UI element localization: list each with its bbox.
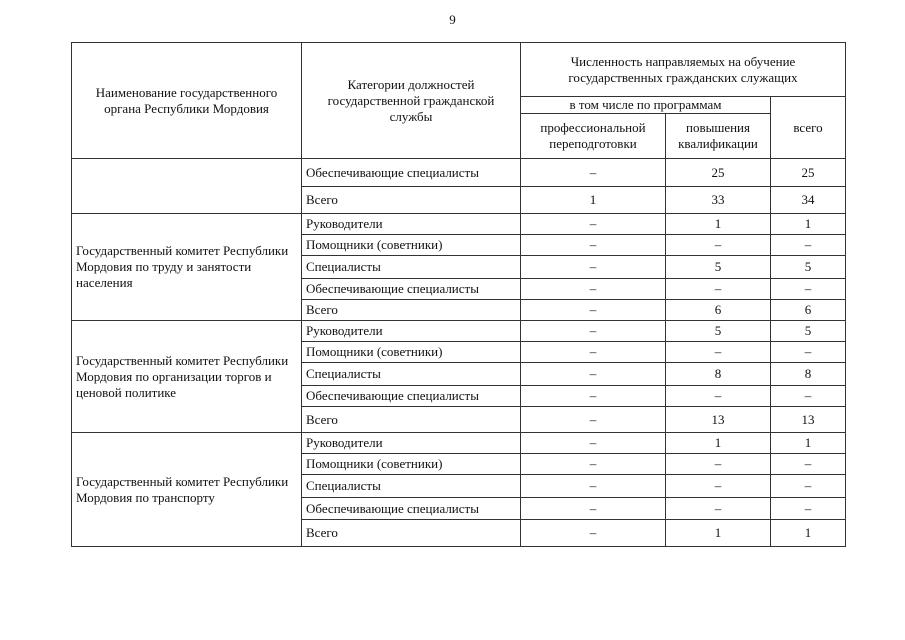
total-cell: 1 [771, 214, 846, 235]
page-number: 9 [449, 12, 456, 27]
total-cell: – [771, 342, 846, 363]
prof-cell: – [521, 279, 666, 300]
prof-cell: – [521, 214, 666, 235]
prof-cell: – [521, 407, 666, 433]
prof-cell: 1 [521, 187, 666, 214]
category-cell: Обеспечивающие специалисты [302, 498, 521, 520]
org-cell: Государственный комитет Республики Мордовия по организации торгов и ценовой политике [72, 321, 302, 433]
total-cell: 13 [771, 407, 846, 433]
category-cell: Помощники (советники) [302, 342, 521, 363]
prof-cell: – [521, 433, 666, 454]
total-cell: 1 [771, 433, 846, 454]
total-cell: 6 [771, 300, 846, 321]
category-cell: Обеспечивающие специалисты [302, 159, 521, 187]
total-cell: 34 [771, 187, 846, 214]
total-cell: – [771, 454, 846, 475]
prof-cell: – [521, 386, 666, 407]
prof-cell: – [521, 454, 666, 475]
prof-cell: – [521, 520, 666, 547]
category-cell: Обеспечивающие специалисты [302, 386, 521, 407]
org-cell: Государственный комитет Республики Мордовия по труду и занятости населения [72, 214, 302, 321]
qual-cell: – [666, 498, 771, 520]
category-cell: Помощники (советники) [302, 454, 521, 475]
category-cell: Специалисты [302, 475, 521, 498]
total-cell: – [771, 279, 846, 300]
total-cell: 25 [771, 159, 846, 187]
header-including: в том числе по программам [521, 97, 771, 114]
header-total: всего [771, 97, 846, 159]
category-cell: Специалисты [302, 363, 521, 386]
qual-cell: 13 [666, 407, 771, 433]
total-cell: – [771, 386, 846, 407]
total-cell: – [771, 475, 846, 498]
qual-cell: 6 [666, 300, 771, 321]
category-cell: Руководители [302, 433, 521, 454]
category-cell: Специалисты [302, 256, 521, 279]
qual-cell: – [666, 235, 771, 256]
category-cell: Руководители [302, 321, 521, 342]
total-cell: – [771, 498, 846, 520]
org-cell: Государственный комитет Республики Мордовия по транспорту [72, 433, 302, 547]
training-table [71, 42, 846, 547]
prof-cell: – [521, 256, 666, 279]
qual-cell: 33 [666, 187, 771, 214]
qual-cell: 1 [666, 214, 771, 235]
qual-cell: 5 [666, 321, 771, 342]
qual-cell: – [666, 342, 771, 363]
prof-cell: – [521, 300, 666, 321]
prof-cell: – [521, 475, 666, 498]
total-cell: 1 [771, 520, 846, 547]
prof-cell: – [521, 498, 666, 520]
prof-cell: – [521, 235, 666, 256]
prof-cell: – [521, 159, 666, 187]
total-cell: 5 [771, 321, 846, 342]
header-prof-retraining: профессиональной переподготовки [521, 114, 666, 159]
qual-cell: 5 [666, 256, 771, 279]
header-org: Наименование государственного органа Республики Мордовия [72, 43, 302, 159]
qual-cell: 1 [666, 520, 771, 547]
org-cell [72, 159, 302, 214]
category-cell: Руководители [302, 214, 521, 235]
qual-cell: – [666, 454, 771, 475]
total-cell: 8 [771, 363, 846, 386]
header-qualification: повышения квалификации [666, 114, 771, 159]
category-cell: Всего [302, 407, 521, 433]
total-cell: 5 [771, 256, 846, 279]
qual-cell: – [666, 475, 771, 498]
qual-cell: – [666, 279, 771, 300]
category-cell: Всего [302, 187, 521, 214]
category-cell: Всего [302, 300, 521, 321]
qual-cell: 25 [666, 159, 771, 187]
prof-cell: – [521, 321, 666, 342]
prof-cell: – [521, 342, 666, 363]
category-cell: Помощники (советники) [302, 235, 521, 256]
category-cell: Всего [302, 520, 521, 547]
total-cell: – [771, 235, 846, 256]
qual-cell: 1 [666, 433, 771, 454]
header-count-title: Численность направляемых на обучение государственных гражданских служащих [521, 43, 846, 97]
header-category: Категории должностей государственной гражданской службы [302, 43, 521, 159]
prof-cell: – [521, 363, 666, 386]
qual-cell: – [666, 386, 771, 407]
qual-cell: 8 [666, 363, 771, 386]
category-cell: Обеспечивающие специалисты [302, 279, 521, 300]
